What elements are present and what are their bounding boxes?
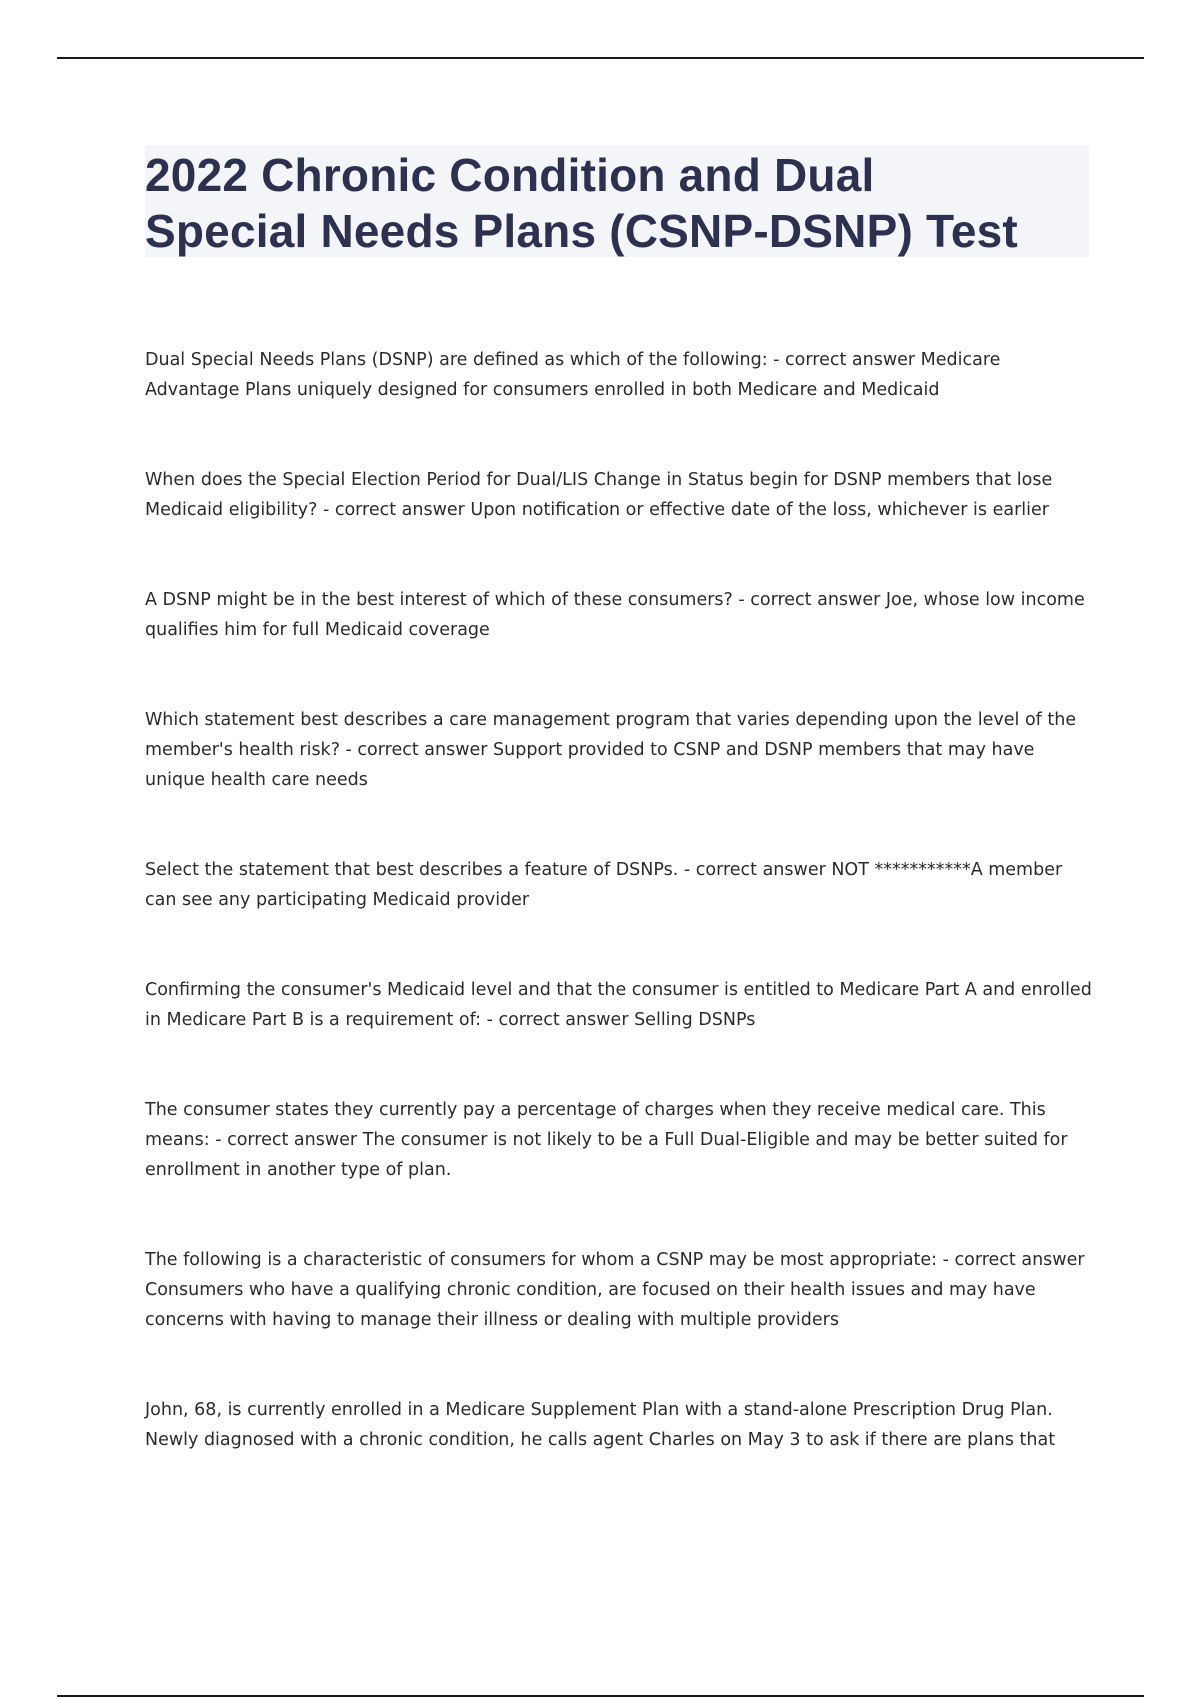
title-block [145, 145, 1089, 257]
bottom-rule [57, 1695, 1144, 1697]
question-answer-list [145, 345, 1095, 1455]
qa-item: Confirming the consumer's Medicaid level and that the consumer is entitled to Medicare Part A and enrolled in Medicare Part B is a requirement of: - correct answer Selling DSNPs [145, 980, 1092, 1030]
qa-item: John, 68, is currently enrolled in a Medicare Supplement Plan with a stand-alone Prescription Drug Plan. Newly diagnosed with a chronic condition, he calls agent Charles on May 3 to ask if there are plans that [145, 1400, 1056, 1450]
qa-item: A DSNP might be in the best interest of which of these consumers? - correct answer Joe, whose low income qualifies him for full Medicaid coverage [145, 590, 1085, 640]
qa-item: Which statement best describes a care management program that varies depending upon the level of the member's health risk? - correct answer Support provided to CSNP and DSNP members that may have unique health care needs [145, 710, 1077, 790]
qa-item: When does the Special Election Period for Dual/LIS Change in Status begin for DSNP members that lose Medicaid eligibility? - correct answer Upon notification or effective date of the loss, whichever is earlier [145, 470, 1053, 520]
qa-item: Dual Special Needs Plans (DSNP) are defined as which of the following: - correct answer Medicare Advantage Plans uniquely designed for consumers enrolled in both Medicare and Medicaid [145, 350, 1001, 400]
qa-item: The consumer states they currently pay a percentage of charges when they receive medical care. This means: - correct answer The consumer is not likely to be a Full Dual-Eligible and may be better suited for enrollment in another type of plan. [145, 1100, 1068, 1180]
title-line-1: 2022 Chronic Condition and Dual [145, 149, 875, 201]
title-line-2: Special Needs Plans (CSNP-DSNP) Test [145, 205, 1018, 257]
qa-item: Select the statement that best describes a feature of DSNPs. - correct answer NOT ***********A member can see any participating Medicaid provider [145, 860, 1063, 910]
top-rule [57, 57, 1144, 59]
qa-item: The following is a characteristic of consumers for whom a CSNP may be most appropriate: - correct answer Consumers who have a qualifying chronic condition, are focused on their health issues and may have concerns with having to manage their illness or dealing with multiple providers [145, 1250, 1085, 1330]
document-title [145, 147, 1089, 259]
